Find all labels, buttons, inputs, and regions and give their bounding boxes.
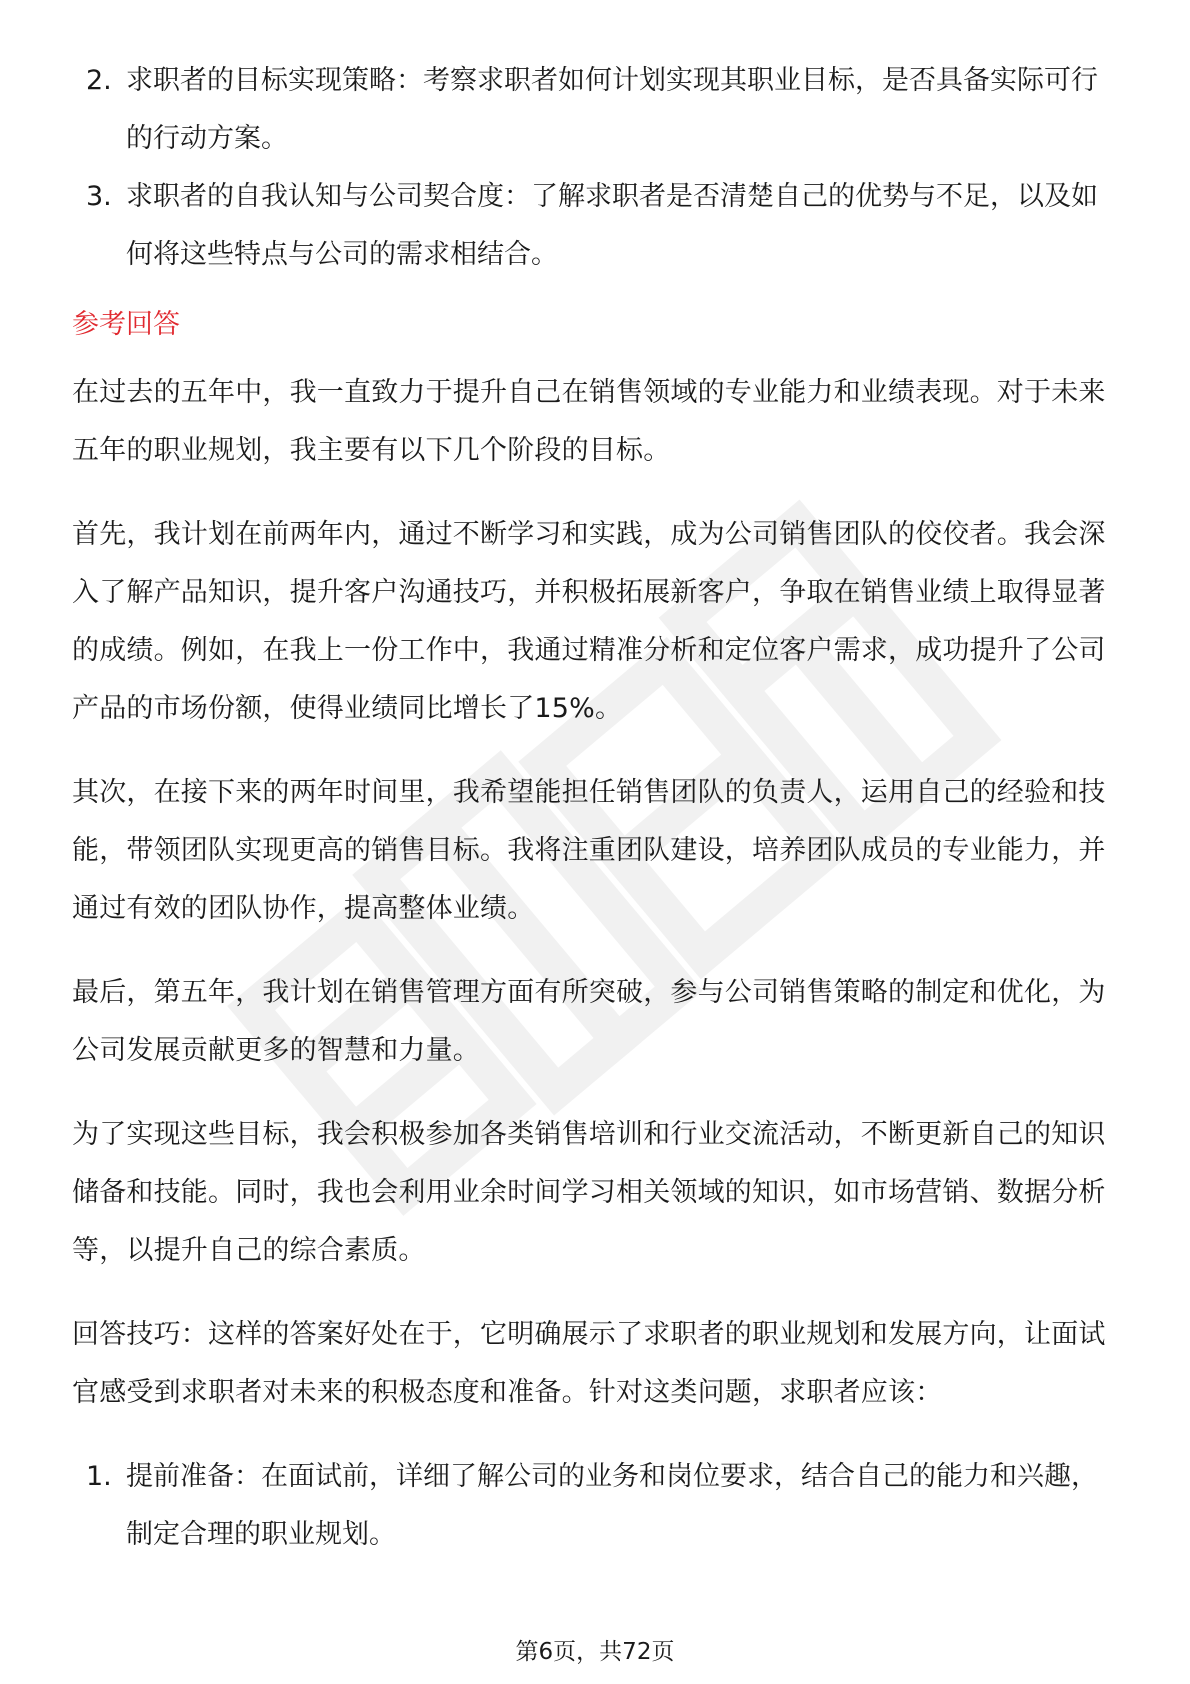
list-number: 2.	[86, 65, 112, 96]
page-content	[72, 52, 1122, 1564]
page-footer: 第6页，共72页	[515, 1639, 675, 1665]
list-item	[72, 52, 1122, 168]
list-number: 3.	[86, 181, 112, 212]
tips-list	[72, 1448, 1122, 1564]
section-heading: 参考回答	[72, 309, 180, 340]
list-item	[72, 1448, 1122, 1564]
answer-paragraph-intro: 在过去的五年中，我一直致力于提升自己在销售领域的专业能力和业绩表现。对于未来五年的职业规划，我主要有以下几个阶段的目标。	[72, 377, 1106, 466]
list-number: 1.	[86, 1461, 112, 1492]
answer-tips-paragraph: 回答技巧：这样的答案好处在于，它明确展示了求职者的职业规划和发展方向，让面试官感受到求职者对未来的积极态度和准备。针对这类问题，求职者应该：	[72, 1319, 1106, 1408]
answer-paragraph-second: 其次，在接下来的两年时间里，我希望能担任销售团队的负责人，运用自己的经验和技能，带领团队实现更高的销售目标。我将注重团队建设，培养团队成员的专业能力，并通过有效的团队协作，提高整体业绩。	[72, 777, 1106, 924]
list-text: 求职者的自我认知与公司契合度：了解求职者是否清楚自己的优势与不足，以及如何将这些特点与公司的需求相结合。	[126, 181, 1098, 270]
answer-paragraph-first: 首先，我计划在前两年内，通过不断学习和实践，成为公司销售团队的佼佼者。我会深入了解产品知识，提升客户沟通技巧，并积极拓展新客户，争取在销售业绩上取得显著的成绩。例如，在我上一份工作中，我通过精准分析和定位客户需求，成功提升了公司产品的市场份额，使得业绩同比增长了15%。	[72, 519, 1106, 724]
list-item	[72, 168, 1122, 284]
answer-paragraph-final: 最后，第五年，我计划在销售管理方面有所突破，参与公司销售策略的制定和优化，为公司发展贡献更多的智慧和力量。	[72, 977, 1106, 1066]
list-text: 求职者的目标实现策略：考察求职者如何计划实现其职业目标，是否具备实际可行的行动方案。	[126, 65, 1098, 154]
answer-paragraph-plan: 为了实现这些目标，我会积极参加各类销售培训和行业交流活动，不断更新自己的知识储备和技能。同时，我也会利用业余时间学习相关领域的知识，如市场营销、数据分析等，以提升自己的综合素质。	[72, 1119, 1106, 1266]
list-text: 提前准备：在面试前，详细了解公司的业务和岗位要求，结合自己的能力和兴趣，制定合理的职业规划。	[126, 1461, 1098, 1550]
requirements-list-top	[72, 52, 1122, 284]
